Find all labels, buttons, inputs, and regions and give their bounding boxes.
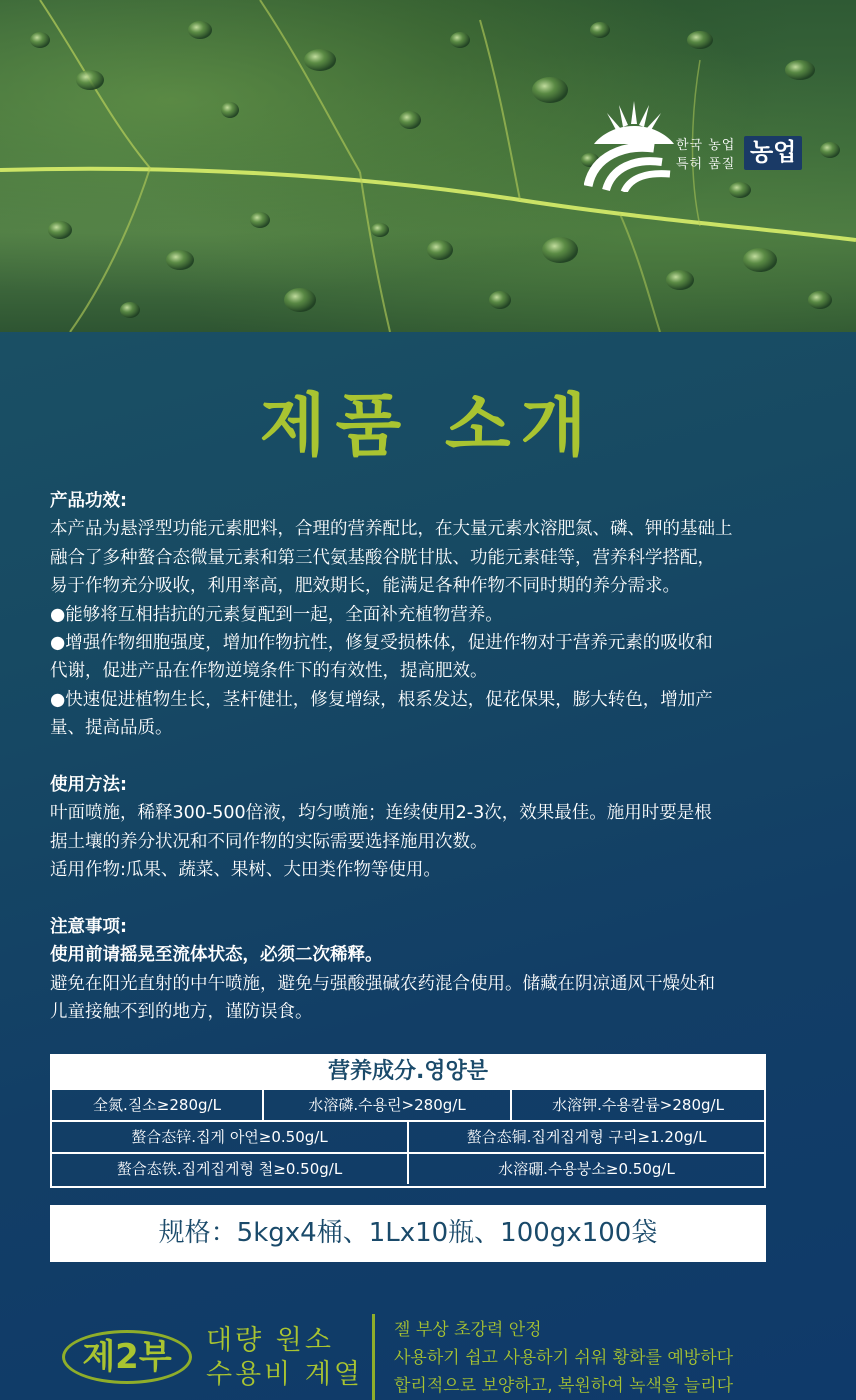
series-badge: 제2부 — [62, 1330, 192, 1384]
caution-heading: 注意事项: — [50, 917, 127, 938]
sun-field-logo-icon — [584, 96, 680, 192]
efficacy-line: ●能够将互相拮抗的元素复配到一起，全面补充植物营养。 — [50, 604, 503, 625]
nutrient-cell: 螯合态铜.집게집게형 구리≥1.20g/L — [407, 1122, 764, 1152]
feature-list — [394, 1316, 733, 1400]
feature-item: 사용하기 쉽고 사용하기 쉬워 황화를 예방하다 — [394, 1348, 734, 1368]
nutrient-row — [52, 1120, 764, 1152]
nutrient-cell: 水溶磷.수용린>280g/L — [262, 1090, 510, 1120]
efficacy-line: 量、提高品质。 — [50, 718, 173, 739]
caution-line: 避免在阳光直射的中午喷施，避免与强酸强碱农药混合使用。储藏在阴凉通风干燥处和 — [50, 973, 715, 994]
caution-line: 儿童接触不到的地方，谨防误食。 — [50, 1002, 313, 1023]
nutrient-table — [50, 1054, 766, 1188]
feature-item: 젤 부상 초강력 안정 — [394, 1320, 542, 1340]
efficacy-line: 本产品为悬浮型功能元素肥料，合理的营养配比，在大量元素水溶肥氮、磷、钾的基础上 — [50, 519, 733, 540]
series-name-line2: 수용비 계열 — [206, 1359, 363, 1390]
nutrient-table-header: 营养成分.영양분 — [52, 1056, 764, 1088]
brand-logo — [584, 96, 814, 192]
efficacy-heading: 产品功效: — [50, 491, 127, 511]
usage-heading: 使用方法: — [50, 775, 127, 796]
efficacy-line: 易于作物充分吸收，利用率高，肥效期长，能满足各种作物不同时期的养分需求。 — [50, 576, 680, 597]
section-spacer — [50, 743, 780, 771]
logo-text-line1: 한국 농업 — [676, 138, 736, 153]
efficacy-line: ●增强作物细胞强度，增加作物抗性，修复受损株体，促进作物对于营养元素的吸收和 — [50, 633, 713, 654]
series-name-line1: 대량 원소 — [206, 1325, 334, 1356]
efficacy-line: ●快速促进植物生长，茎杆健壮，修复增绿，根系发达，促花保果，膨大转色，增加产 — [50, 689, 713, 710]
nutrient-row — [52, 1088, 764, 1120]
divider — [372, 1314, 375, 1400]
nutrient-cell: 水溶硼.수용붕소≥0.50g/L — [407, 1154, 764, 1184]
efficacy-line: 代谢，促进产品在作物逆境条件下的有效性，提高肥效。 — [50, 661, 488, 682]
usage-line: 据土壤的养分状况和不同作物的实际需要选择施用次数。 — [50, 831, 488, 852]
section-spacer — [50, 885, 780, 913]
leaf-banner-image — [0, 0, 856, 332]
product-description — [50, 487, 780, 1027]
series-name — [206, 1324, 363, 1392]
nutrient-row — [52, 1152, 764, 1184]
usage-line: 叶面喷施，稀释300-500倍液，均匀喷施；连续使用2-3次，效果最佳。施用时要是根 — [50, 803, 712, 824]
nutrient-cell: 螯合态锌.집게 아연≥0.50g/L — [131, 1128, 328, 1146]
nutrient-cell: 螯合态铁.집게집게형 철≥0.50g/L — [116, 1160, 343, 1178]
logo-text-big: 농업 — [744, 136, 802, 170]
caution-bold-line: 使用前请摇晃至流体状态，必须二次稀释。 — [50, 945, 383, 966]
logo-text-line2: 특허 품질 — [676, 157, 736, 172]
nutrient-cell: 水溶钾.수용칼륨>280g/L — [510, 1090, 764, 1120]
package-spec: 规格：5kgx4桶、1Lx10瓶、100gx100袋 — [50, 1205, 766, 1262]
efficacy-line: 融合了多种螯合态微量元素和第三代氨基酸谷胱甘肽、功能元素硅等，营养科学搭配， — [50, 547, 715, 568]
feature-item: 합리적으로 보양하고, 복원하여 녹색을 늘리다 — [394, 1376, 734, 1396]
nutrient-cell: 全氮.질소≥280g/L — [93, 1096, 221, 1114]
usage-line: 适用作物:瓜果、蔬菜、果树、大田类作物等使用。 — [50, 860, 441, 881]
page-title: 제품 소개 — [259, 387, 597, 466]
